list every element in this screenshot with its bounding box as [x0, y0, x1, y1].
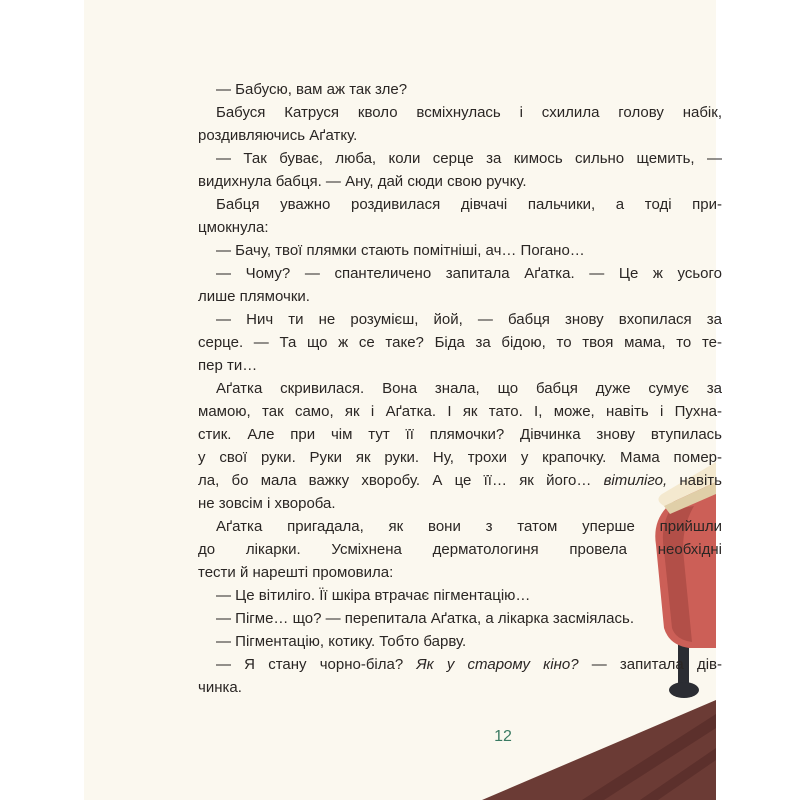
text-line: — Це вітиліго. Її шкіра втрачає пігментацію…	[216, 587, 531, 604]
text-line: серце. — Та що ж се таке? Біда за бідою, то твоя мама, то те-	[198, 334, 722, 351]
text-line: Аґатка пригадала, як вони з татом уперше прийшли	[216, 518, 722, 535]
text-run: — Я стану чорно-біла?	[216, 656, 404, 673]
text-line: тести й нарешті промовила:	[198, 564, 394, 581]
text-line: — Пігме… що? — перепитала Аґатка, а лікарка засміялась.	[216, 610, 634, 627]
text-line: — Бабусю, вам аж так зле?	[216, 81, 408, 98]
text-line: пер ти…	[198, 357, 258, 374]
text-line: — Чому? — спантеличено запитала Аґатка. — Це ж усього	[216, 265, 722, 282]
text-line: — Так буває, люба, коли серце за кимось сильно щемить, —	[216, 150, 722, 167]
text-line: цмокнула:	[198, 219, 269, 236]
text-line: — Нич ти не розумієш, йой, — бабця знову вхопилася за	[216, 311, 722, 328]
text-line: — Бачу, твої плямки стають помітніші, ач… Погано…	[216, 242, 585, 259]
book-page	[84, 0, 722, 800]
text-line	[198, 653, 722, 676]
text-line: не зовсім і хвороба.	[198, 495, 336, 512]
text-run: ла, бо мала важку хворобу. А це її… як його…	[198, 472, 592, 489]
text-line: чинка.	[198, 679, 242, 696]
text-run: — запитала дів-	[591, 656, 722, 673]
text-line	[198, 469, 722, 492]
text-line: лише плямочки.	[198, 288, 310, 305]
italic-phrase: Як у старому кіно?	[416, 656, 579, 673]
text-line: видихнула бабця. — Ану, дай сюди свою ручку.	[198, 173, 527, 190]
text-line: — Пігментацію, котику. Тобто барву.	[216, 633, 467, 650]
italic-term: вітиліго,	[603, 472, 668, 489]
text-line: мамою, так само, як і Аґатка. І як тато. І, може, навіть і Пухна-	[198, 403, 722, 420]
text-line: Бабуся Катруся кволо всміхнулась і схилила голову набік,	[216, 104, 722, 121]
page-number: 12	[494, 728, 512, 745]
story-text	[198, 78, 722, 699]
text-line: у свої руки. Руки як руки. Ну, трохи у крапочку. Мама помер-	[198, 449, 722, 466]
text-line: до лікарки. Усміхнена дерматологиня провела необхідні	[198, 541, 722, 558]
text-line: Аґатка скривилася. Вона знала, що бабця дуже сумує за	[216, 380, 722, 397]
text-line: роздивляючись Аґатку.	[198, 127, 358, 144]
text-line: стик. Але при чім тут її плямочки? Дівчинка знову втупилась	[198, 426, 722, 443]
text-run: навіть	[679, 472, 722, 489]
text-line: Бабця уважно роздивилася дівчачі пальчики, а тоді при-	[216, 196, 722, 213]
